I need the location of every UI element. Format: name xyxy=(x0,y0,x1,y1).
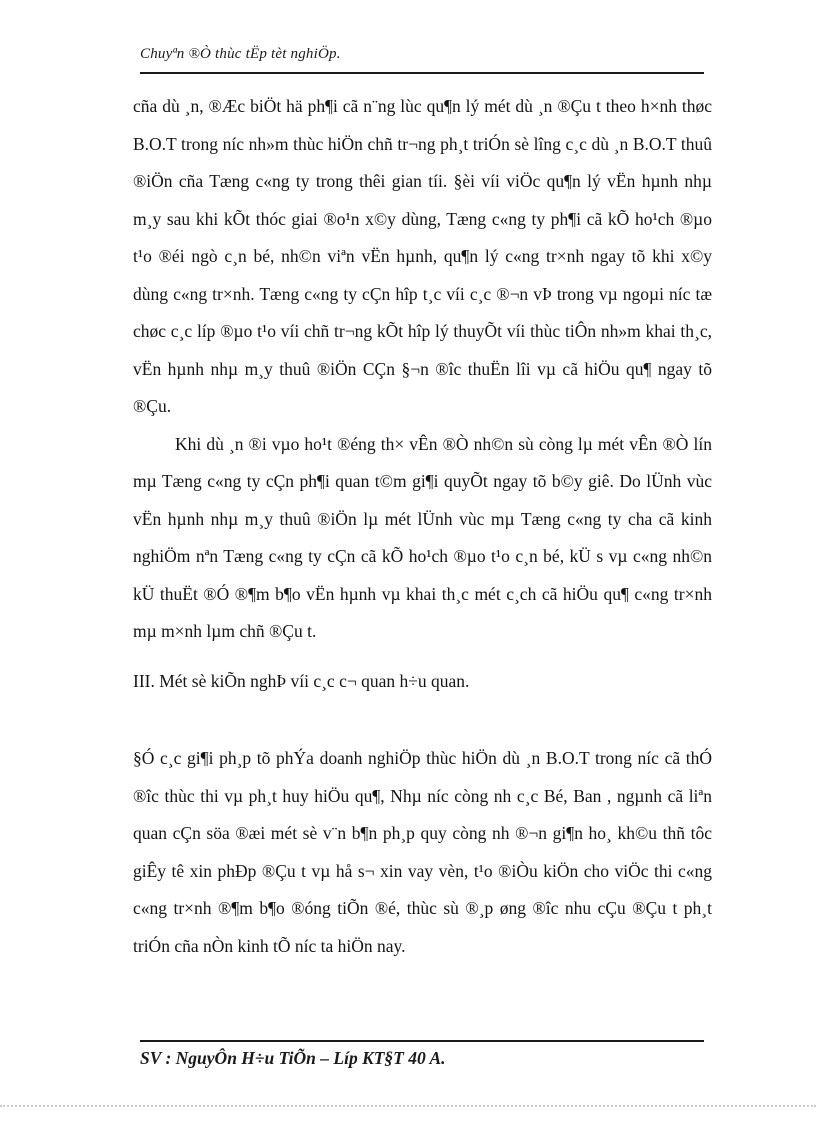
paragraph-2: Khi dù ¸n ®i vµo ho¹t ®éng th× vÊn ®Ò nh©n sù còng lµ mét vÊn ®Ò lín mµ Tæng c«ng ty cÇn ph¶i quan t©m gi¶i quyÕt ngay tõ b©y giê. Do lÜnh vùc vËn hµnh nhµ m¸y thuû ®iÖn lµ mét lÜnh vùc mµ Tæng c«ng ty cha cã kinh nghiÖm nªn Tæng c«ng ty cÇn cã kÕ ho¹ch ®µo t¹o c¸n bé, kÜ s vµ c«ng nh©n kÜ thuËt ®Ó ®¶m b¶o vËn hµnh vµ khai th¸c mét c¸ch cã hiÖu qu¶ c«ng tr×nh mµ m×nh lµm chñ ®Çu t. xyxy=(133,433,712,641)
section-heading: III. Mét sè kiÕn nghÞ víi c¸c c¬ quan h÷u quan. xyxy=(133,670,470,691)
bottom-dotted-border xyxy=(0,1105,816,1107)
header-title: Chuyªn ®Ò thùc tËp tèt nghiÖp. xyxy=(140,46,341,62)
paragraph-3: §Ó c¸c gi¶i ph¸p tõ phÝa doanh nghiÖp thùc hiÖn dù ¸n B.O.T trong níc cã thÓ ®îc thùc thi vµ ph¸t huy hiÖu qu¶, Nhµ níc còng nh c¸c Bé, Ban , ngµnh cã liªn quan cÇn söa ®æi mét sè v¨n b¶n ph¸p quy còng nh ®¬n gi¶n ho¸ kh©u thñ tôc giÊy tê xin phÐp ®Çu t vµ hå s¬ xin vay vèn, t¹o ®iÒu kiÖn cho viÖc thi c«ng c«ng tr×nh ®¶m b¶o ®óng tiÕn ®é, thùc sù ®¸p øng ®îc nhu cÇu ®Çu t ph¸t triÓn cña nÒn kinh tÕ níc ta hiÖn nay. xyxy=(133,748,712,956)
page-header xyxy=(140,46,704,63)
paragraph-1: cña dù ¸n, ®Æc biÖt hä ph¶i cã n¨ng lùc qu¶n lý mét dù ¸n ®Çu t theo h×nh thøc B.O.T trong níc nh»m thùc hiÖn chñ tr¬ng ph¸t triÓn sè lîng c¸c dù ¸n B.O.T thuû ®iÖn cña Tæng c«ng ty trong thêi gian tíi. §èi víi viÖc qu¶n lý vËn hµnh nhµ m¸y sau khi kÕt thóc giai ®o¹n x©y dùng, Tæng c«ng ty ph¶i cã kÕ ho¹ch ®µo t¹o ®éi ngò c¸n bé, nh©n viªn vËn hµnh, qu¶n lý c«ng tr×nh ngay tõ khi x©y dùng c«ng tr×nh. Tæng c«ng ty cÇn hîp t¸c víi c¸c ®¬n vÞ trong vµ ngoµi níc tæ chøc c¸c líp ®µo t¹o víi chñ tr¬ng kÕt hîp lý thuyÕt víi thùc tiÔn nh»m khai th¸c, vËn hµnh nhµ m¸y thuû ®iÖn CÇn §¬n ®îc thuËn lîi vµ cã hiÖu qu¶ ngay tõ ®Çu. xyxy=(133,96,712,416)
footer-signature: SV : NguyÔn H÷u TiÕn – Líp KT§T 40 A. xyxy=(140,1048,446,1068)
document-body xyxy=(133,88,712,965)
footer-rule xyxy=(140,1040,704,1042)
page-footer xyxy=(140,1048,704,1069)
header-rule xyxy=(140,72,704,74)
